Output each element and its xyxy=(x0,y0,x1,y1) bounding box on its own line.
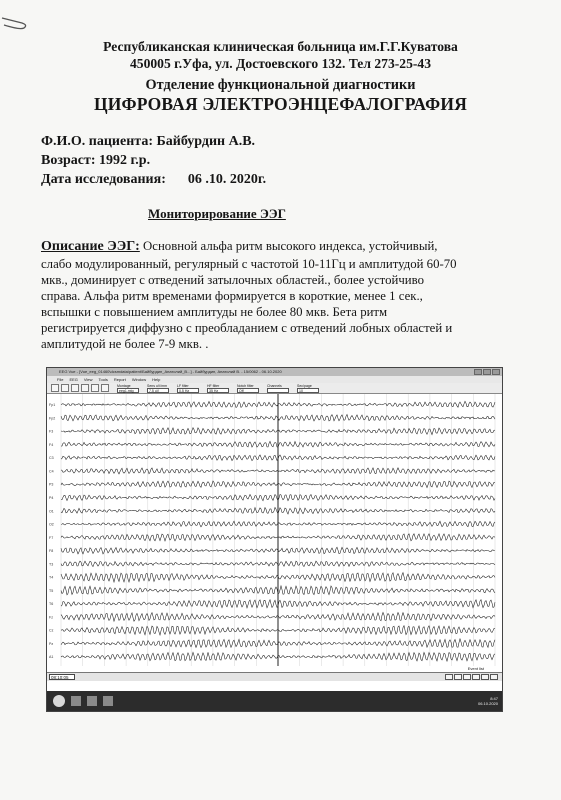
next-page-icon xyxy=(472,674,480,680)
sensitivity-control xyxy=(147,384,169,393)
hf-filter-label: HF filter xyxy=(207,383,220,388)
eeg-toolbar xyxy=(47,383,502,394)
rewind-icon xyxy=(445,674,453,680)
channel-label: Cz xyxy=(49,628,54,633)
channel-label: T4 xyxy=(49,575,54,580)
patient-age-row xyxy=(41,153,150,169)
sec-per-page-control xyxy=(297,384,319,393)
department-name: Отделение функциональной диагностики xyxy=(145,77,416,93)
eeg-trace-panel xyxy=(47,394,502,666)
notch-filter-control xyxy=(237,384,259,393)
taskbar-app-icon xyxy=(87,696,97,706)
menu-eeg: EEG xyxy=(69,377,78,382)
patient-name-value: Байбурдин А.В. xyxy=(156,134,256,149)
toolbar-icon xyxy=(61,384,69,392)
clock-date: 06.10.2020 xyxy=(477,701,498,706)
taskbar-app-icon xyxy=(71,696,81,706)
toolbar-icon xyxy=(91,384,99,392)
sec-per-page-value: 10 xyxy=(297,388,319,393)
windows-taskbar xyxy=(47,691,502,711)
sensitivity-label: Sens uV/mm xyxy=(147,383,168,388)
play-icon xyxy=(463,674,471,680)
montage-value: eeg1.mtg xyxy=(117,388,139,393)
montage-label: Montage xyxy=(117,383,131,388)
paper-clip-mark xyxy=(0,14,34,32)
maximize-icon xyxy=(483,369,491,375)
channel-label: C3 xyxy=(49,456,54,461)
description-label: Описание ЭЭГ: xyxy=(41,239,140,254)
channel-label: F7 xyxy=(49,535,54,540)
channel-label: O2 xyxy=(49,522,54,527)
event-list-label: Event list xyxy=(467,666,484,671)
description-line-1 xyxy=(41,238,531,255)
forward-icon xyxy=(481,674,489,680)
channel-label: F8 xyxy=(49,549,54,554)
toolbar-icon xyxy=(71,384,79,392)
clock-time: 8:47 xyxy=(490,696,498,701)
description-line-3: мкв., доминирует с отведений затылочных областей., более устойчиво xyxy=(41,273,424,287)
channel-label: Fp2 xyxy=(49,416,56,421)
description-line-6: регистрируется диффузно с преобладанием с отведений лобных областей и xyxy=(41,321,453,335)
channel-label: C4 xyxy=(49,469,54,474)
channel-label: F4 xyxy=(49,442,54,447)
hospital-address: 450005 г.Уфа, ул. Достоевского 132. Тел 273-25-43 xyxy=(129,56,432,71)
channel-label: P4 xyxy=(49,495,54,500)
toolbar-icon xyxy=(51,384,59,392)
toolbar-icon xyxy=(81,384,89,392)
toolbar-icon xyxy=(101,384,109,392)
channel-label: A1 xyxy=(49,655,54,660)
study-date-row xyxy=(41,172,266,188)
eeg-status-bar xyxy=(47,672,502,681)
study-date-value: 06 .10. 2020г. xyxy=(187,172,267,187)
description-line-7: амплитудой не более 7-9 мкв. . xyxy=(41,337,209,351)
notch-filter-value: Off xyxy=(237,388,259,393)
patient-age-value: 1992 г.р. xyxy=(99,153,151,168)
start-button-icon xyxy=(53,695,65,707)
menu-window: Window xyxy=(131,377,147,382)
lf-filter-label: LF filter xyxy=(177,383,189,388)
prev-page-icon xyxy=(454,674,462,680)
channel-label: T5 xyxy=(49,588,54,593)
taskbar-app-icon xyxy=(103,696,113,706)
taskbar-clock xyxy=(478,696,498,706)
menu-report: Report xyxy=(113,377,126,382)
study-title: ЦИФРОВАЯ ЭЛЕКТРОЭНЦЕФАЛОГРАФИЯ xyxy=(93,94,468,114)
description-line-5: вспышки с повышением амплитуды не более 80 мкв. Бета ритм xyxy=(41,305,388,319)
eeg-screenshot xyxy=(46,367,503,712)
hf-filter-control xyxy=(207,384,229,393)
channels-label: Channels xyxy=(267,383,282,388)
hf-filter-value: 35 Hz xyxy=(207,388,229,393)
patient-name-row xyxy=(41,134,255,150)
channel-label: O1 xyxy=(49,509,54,514)
montage-control xyxy=(117,384,139,393)
channels-control xyxy=(267,384,289,393)
channel-label: T3 xyxy=(49,562,54,567)
channel-label: Fp1 xyxy=(49,403,56,408)
channel-label: T6 xyxy=(49,602,54,607)
playback-buttons xyxy=(445,674,498,680)
channel-label: Fz xyxy=(49,615,53,620)
stop-icon xyxy=(490,674,498,680)
notch-filter-label: Notch filter xyxy=(237,383,254,388)
menu-help: Help xyxy=(152,377,161,382)
description-line-4: справа. Альфа ритм временами формируется в короткие, менее 1 сек., xyxy=(41,289,423,303)
menu-view: View xyxy=(83,377,93,382)
lf-filter-control xyxy=(177,384,199,393)
close-icon xyxy=(492,369,500,375)
patient-name-label: Ф.И.О. пациента: xyxy=(41,134,153,149)
lf-filter-value: 0.5 Hz xyxy=(177,388,199,393)
description-line-2: слабо модулированный, регулярный с частотой 10-11Гц и амплитудой 60-70 xyxy=(41,257,457,271)
monitoring-title: Мониторирование ЭЭГ xyxy=(148,206,286,221)
hospital-name: Республиканская клиническая больница им.Г.Г.Куватова xyxy=(103,39,458,54)
channel-label: P3 xyxy=(49,482,54,487)
eeg-menu-bar xyxy=(47,376,502,383)
eeg-window-title: EEG Vue - [Vue_eeg_01460\dcsmdata\patient\Байбурдин_Анатолий_В...] - Байбурдин, Анатолий В. - 15/0062 - 06.10.2020 xyxy=(47,368,502,376)
patient-age-label: Возраст: xyxy=(41,153,96,168)
time-display: 08:10:05 xyxy=(49,674,75,680)
channel-label: F3 xyxy=(49,429,54,434)
sensitivity-value: 7.5 uV xyxy=(147,388,169,393)
window-buttons xyxy=(474,369,500,375)
channel-label: Pz xyxy=(49,641,54,646)
sec-per-page-label: Sec/page xyxy=(297,383,312,388)
menu-tools: Tools xyxy=(98,377,108,382)
study-date-label: Дата исследования: xyxy=(41,172,166,187)
minimize-icon xyxy=(474,369,482,375)
menu-file: File xyxy=(57,377,64,382)
channels-value xyxy=(267,388,289,393)
description-text-1: Основной альфа ритм высокого индекса, устойчивый, xyxy=(143,239,438,253)
